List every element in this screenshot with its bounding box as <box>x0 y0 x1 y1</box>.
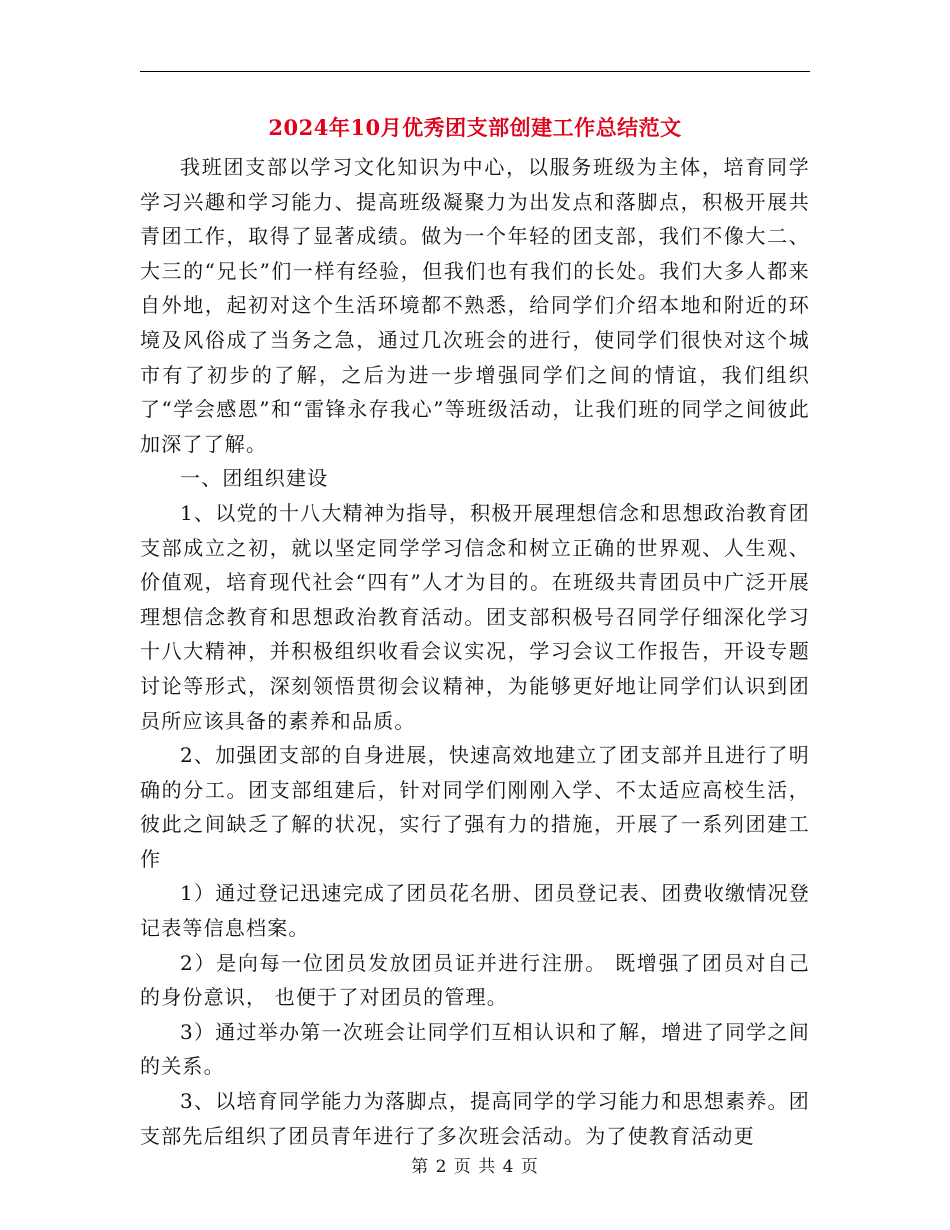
paragraph-item-1: 1、以党的十八大精神为指导，积极开展理想信念和思想政治教育团支部成立之初，就以坚定同学学习信念和树立正确的世界观、人生观、价值观，培育现代社会“四有”人才为目的。在班级共青团员中广泛开展理想信念教育和思想政治教育活动。团支部积极号召同学仔细深化学习十八大精神，并积极组织收看会议实况，学习会议工作报告，开设专题讨论等形式，深刻领悟贯彻会议精神，为能够更好地让同学们认识到团员所应该具备的素养和品质。 <box>140 500 810 733</box>
paragraph-intro: 我班团支部以学习文化知识为中心，以服务班级为主体，培育同学学习兴趣和学习能力、提高班级凝聚力为出发点和落脚点，积极开展共青团工作，取得了显著成绩。做为一个年轻的团支部，我们不像大二、大三的“兄长”们一样有经验，但我们也有我们的长处。我们大多人都来自外地，起初对这个生活环境都不熟悉，给同学们介绍本地和附近的环境及风俗成了当务之急，通过几次班会的进行，使同学们很快对这个城市有了初步的了解，之后为进一步增强同学们之间的情谊，我们组织了“学会感恩”和“雷锋永存我心”等班级活动，让我们班的同学之间彼此加深了了解。 <box>140 155 810 456</box>
paragraph-subitem-3: 3）通过举办第一次班会让同学们互相认识和了解，增进了同学之间的关系。 <box>140 1019 810 1079</box>
paragraph-subitem-1: 1）通过登记迅速完成了团员花名册、团员登记表、团费收缴情况登记表等信息档案。 <box>140 881 810 941</box>
section-heading-1: 一、团组织建设 <box>180 466 329 491</box>
paragraph-subitem-2: 2）是向每一位团员发放团员证并进行注册。 既增强了团员对自己的身份意识， 也便于了对团员的管理。 <box>140 950 810 1010</box>
document-title: 2024年10月优秀团支部创建工作总结范文 <box>268 115 682 140</box>
paragraph-item-3: 3、以培育同学能力为落脚点，提高同学的学习能力和思想素养。团支部先后组织了团员青年进行了多次班会活动。为了使教育活动更 <box>140 1089 810 1148</box>
document-body <box>140 150 810 1153</box>
page-footer: 第 2 页 共 4 页 <box>411 1157 539 1177</box>
header-rule <box>140 71 810 72</box>
paragraph-item-2: 2、加强团支部的自身进展，快速高效地建立了团支部并且进行了明确的分工。团支部组建后，针对同学们刚刚入学、不太适应高校生活，彼此之间缺乏了解的状况，实行了强有力的措施，开展了一系列团建工作 <box>140 743 810 871</box>
